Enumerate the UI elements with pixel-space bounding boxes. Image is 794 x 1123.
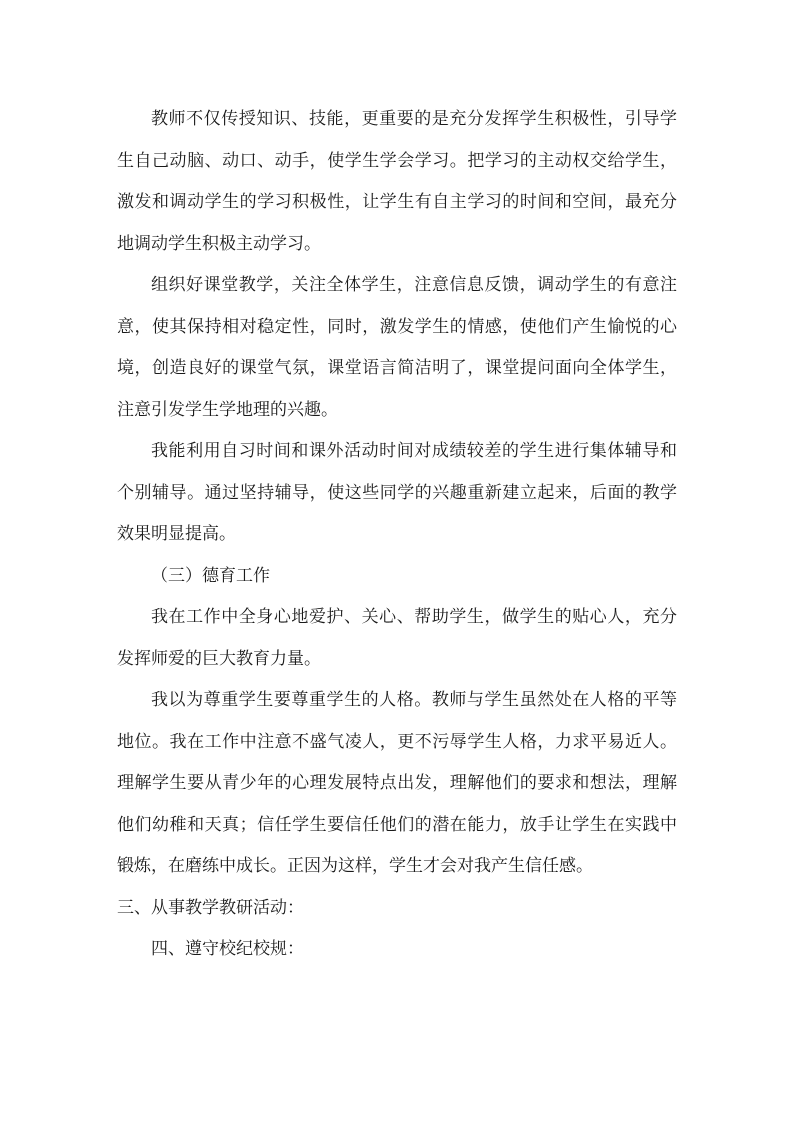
section-heading-teaching-research: 三、从事教学教研活动： xyxy=(117,897,304,918)
paragraph-respect-students: 我以为尊重学生要尊重学生的人格。教师与学生虽然处在人格的平等地位。我在工作中注意不盛气凌人，更不污辱学生人格，力求平易近人。理解学生要从青少年的心理发展特点出发，理解他们的要求和想法，理解他们幼稚和天真；信任学生要信任他们的潜在能力，放手让学生在实践中锻炼，在磨练中成长。正因为这样，学生才会对我产生信任感。 xyxy=(117,690,677,876)
paragraph-teaching-method: 教师不仅传授知识、技能，更重要的是充分发挥学生积极性，引导学生自己动脑、动口、动手，使学生学会学习。把学习的主动权交给学生，激发和调动学生的学习积极性，让学生有自主学习的时间和空间，最充分地调动学生积极主动学习。 xyxy=(117,109,677,254)
paragraph-classroom-organization: 组织好课堂教学，关注全体学生，注意信息反馈，调动学生的有意注意，使其保持相对稳定性，同时，激发学生的情感，使他们产生愉悦的心境，创造良好的课堂气氛，课堂语言简洁明了，课堂提问面向全体学生，注意引发学生学地理的兴趣。 xyxy=(117,275,677,420)
paragraph-caring-students: 我在工作中全身心地爱护、关心、帮助学生，做学生的贴心人，充分发挥师爱的巨大教育力量。 xyxy=(117,607,677,669)
paragraph-tutoring: 我能利用自习时间和课外活动时间对成绩较差的学生进行集体辅导和个别辅导。通过坚持辅导，使这些同学的兴趣重新建立起来，后面的教学效果明显提高。 xyxy=(117,441,677,544)
section-heading-school-rules: 四、遵守校纪校规： xyxy=(151,939,304,959)
section-heading-moral-education: （三）德育工作 xyxy=(151,565,270,586)
document-body xyxy=(117,99,677,971)
